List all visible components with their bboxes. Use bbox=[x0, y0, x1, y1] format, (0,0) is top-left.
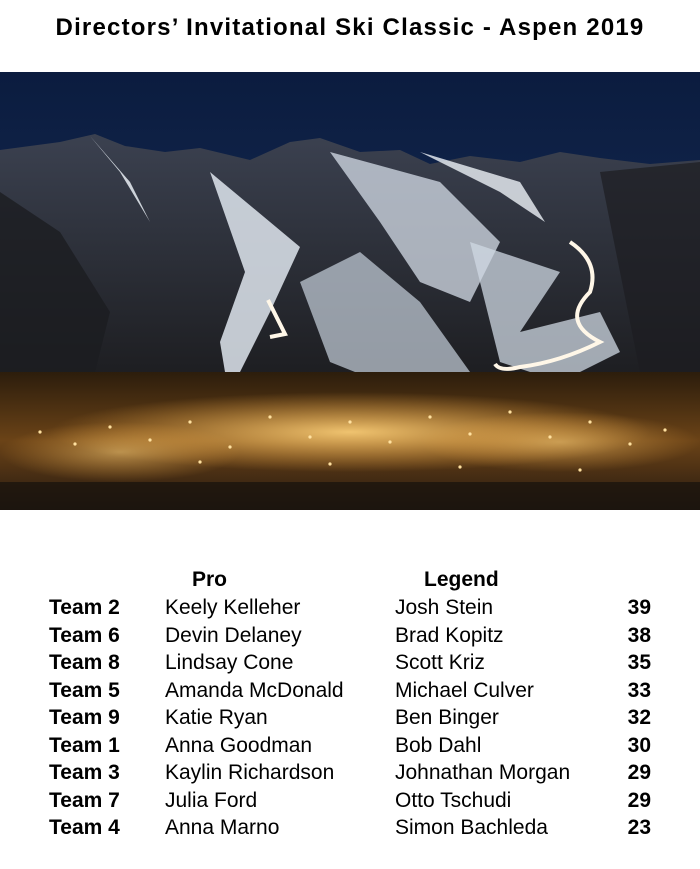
team-cell: Team 3 bbox=[49, 761, 120, 784]
legend-cell: Ben Binger bbox=[395, 706, 499, 729]
score-cell: 33 bbox=[627, 678, 651, 702]
legend-header: Legend bbox=[424, 568, 499, 591]
table-row bbox=[0, 651, 700, 678]
team-cell: Team 5 bbox=[49, 678, 120, 702]
table-row bbox=[0, 789, 700, 816]
table-row bbox=[0, 761, 700, 788]
pro-cell: Anna Goodman bbox=[165, 733, 313, 757]
pro-cell: Lindsay Cone bbox=[165, 651, 294, 674]
pro-cell: Keely Kelleher bbox=[165, 596, 301, 619]
score-cell: 29 bbox=[627, 761, 651, 784]
team-cell: Team 8 bbox=[49, 651, 120, 674]
score-cell: 39 bbox=[627, 596, 651, 619]
team-cell: Team 7 bbox=[49, 788, 120, 812]
score-cell: 30 bbox=[627, 733, 651, 757]
legend-cell: Brad Kopitz bbox=[395, 623, 504, 647]
legend-cell: Scott Kriz bbox=[395, 651, 485, 674]
legend-cell: Johnathan Morgan bbox=[395, 761, 571, 784]
score-cell: 35 bbox=[627, 651, 651, 674]
table-row bbox=[0, 596, 700, 623]
pro-cell: Anna Marno bbox=[165, 816, 280, 839]
score-cell: 38 bbox=[627, 623, 651, 647]
pro-cell: Julia Ford bbox=[165, 788, 258, 812]
table-row bbox=[0, 679, 700, 706]
page-title: Directors’ Invitational Ski Classic - Aspen 2019 bbox=[55, 14, 645, 41]
score-cell: 32 bbox=[627, 706, 651, 729]
table-row bbox=[0, 706, 700, 733]
pro-cell: Amanda McDonald bbox=[165, 678, 344, 702]
table-row bbox=[0, 734, 700, 761]
legend-cell: Simon Bachleda bbox=[395, 816, 548, 839]
team-cell: Team 4 bbox=[49, 816, 120, 839]
legend-cell: Otto Tschudi bbox=[395, 788, 512, 812]
team-cell: Team 6 bbox=[49, 623, 120, 647]
table-row bbox=[0, 816, 700, 843]
pro-header: Pro bbox=[192, 568, 228, 591]
team-cell: Team 2 bbox=[49, 596, 120, 619]
team-cell: Team 9 bbox=[49, 706, 120, 729]
team-cell: Team 1 bbox=[49, 733, 120, 757]
legend-cell: Bob Dahl bbox=[395, 733, 482, 757]
pro-cell: Devin Delaney bbox=[165, 623, 302, 647]
table-row bbox=[0, 624, 700, 651]
mountain-photo bbox=[0, 72, 700, 510]
score-cell: 23 bbox=[627, 816, 651, 839]
legend-cell: Josh Stein bbox=[395, 596, 494, 619]
pro-cell: Kaylin Richardson bbox=[165, 761, 335, 784]
pro-cell: Katie Ryan bbox=[165, 706, 268, 729]
legend-cell: Michael Culver bbox=[395, 678, 534, 702]
score-cell: 29 bbox=[627, 788, 651, 812]
